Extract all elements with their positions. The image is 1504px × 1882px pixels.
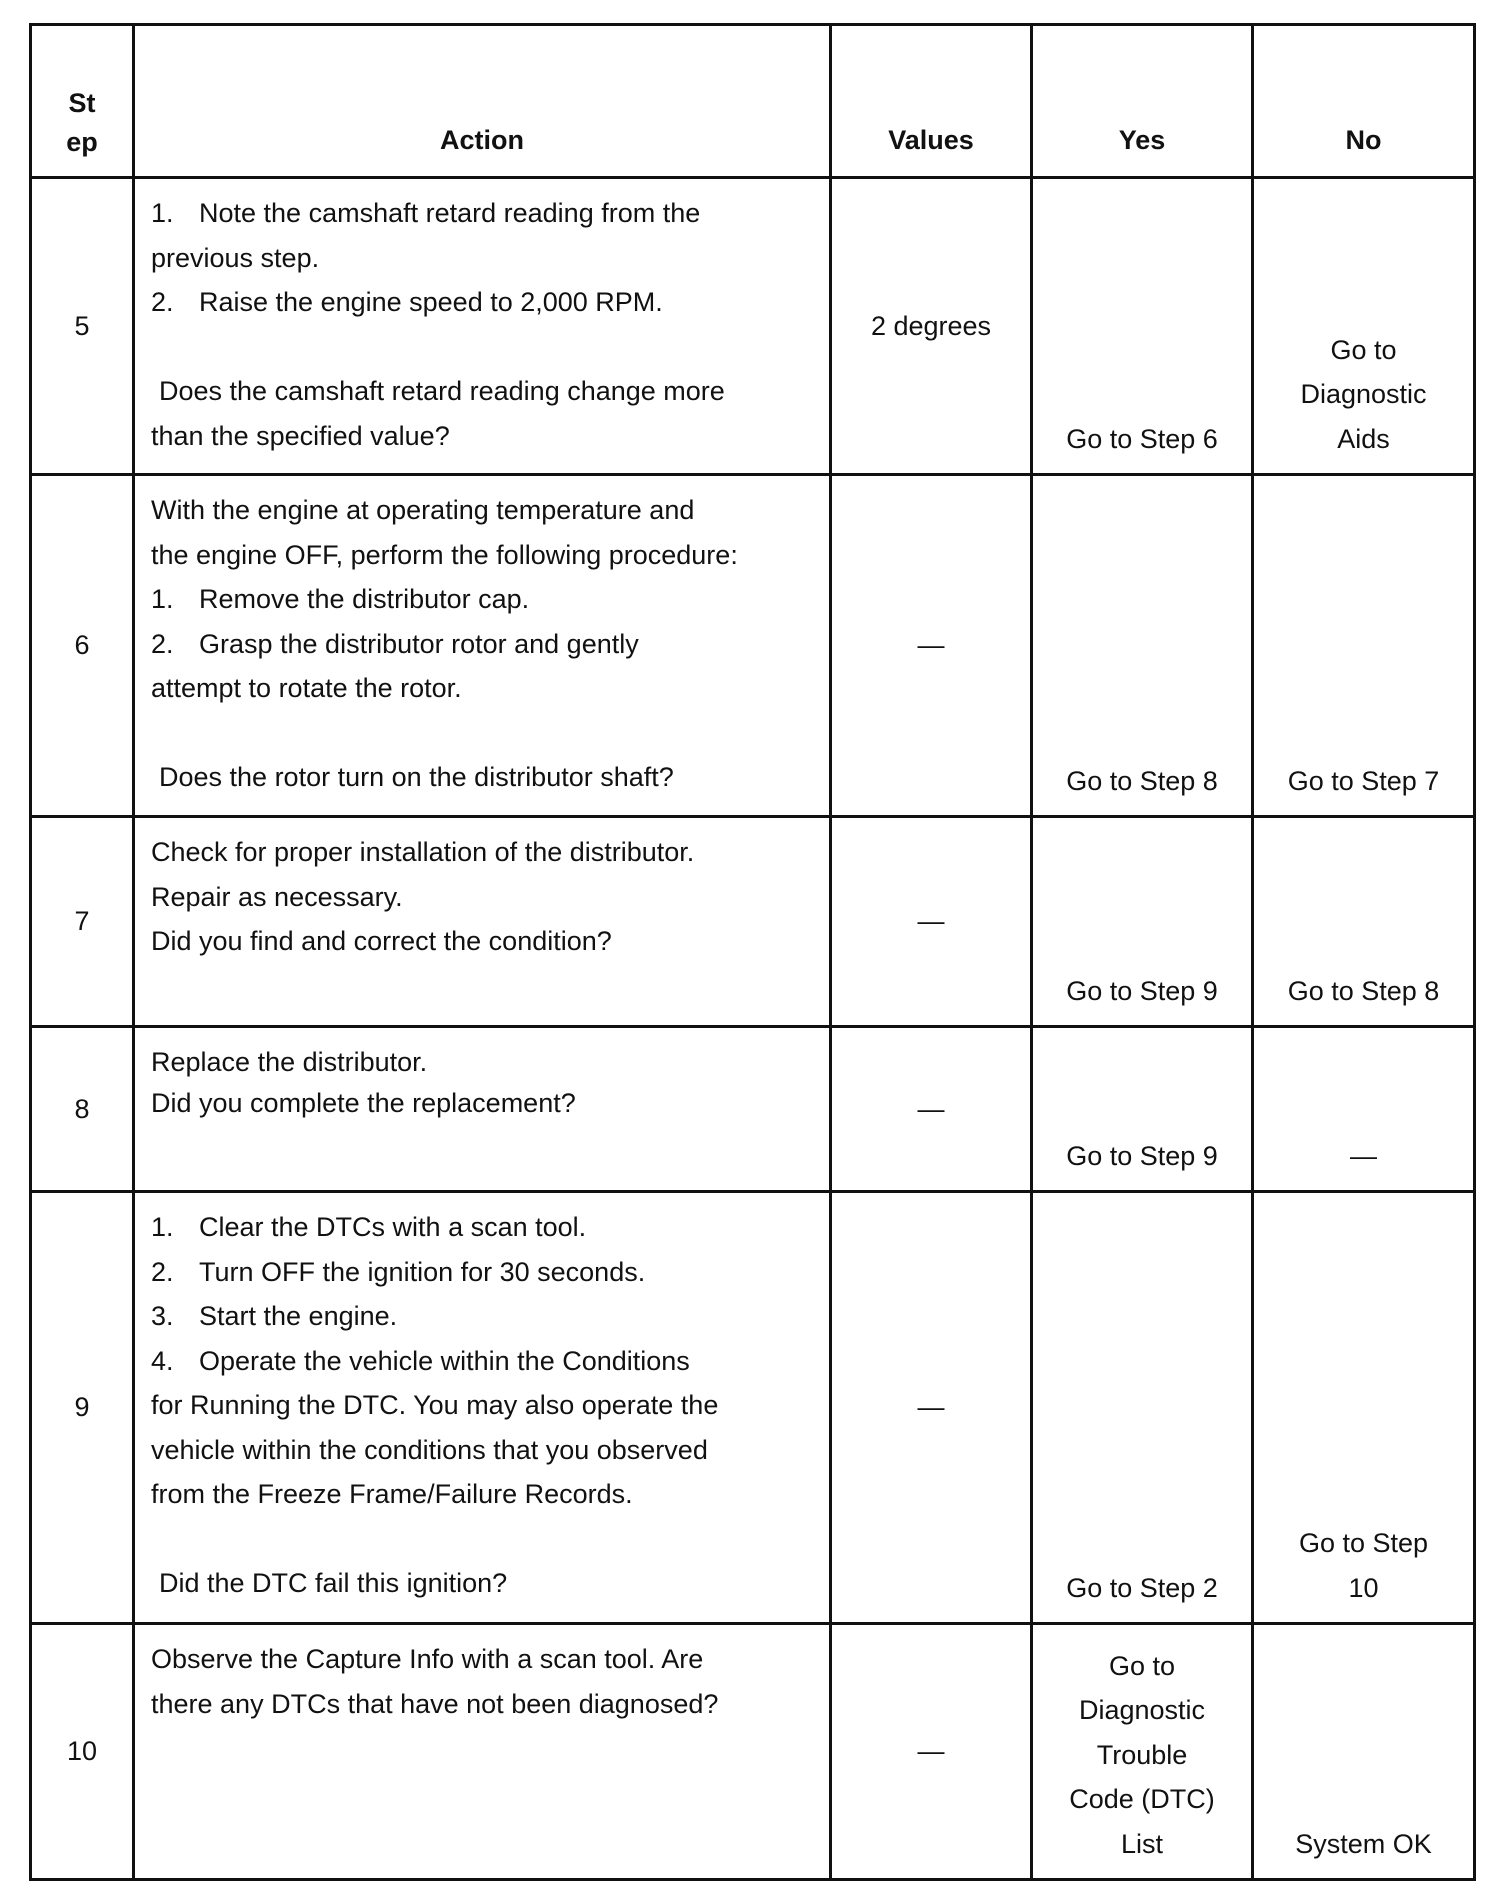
action-question: Does the rotor turn on the distributor shaft? bbox=[159, 762, 674, 792]
value-cell: — bbox=[831, 1624, 1032, 1880]
value-cell: — bbox=[831, 475, 1032, 817]
table-row bbox=[31, 1192, 1475, 1624]
yes-cell: Go to Diagnostic Trouble Code (DTC) List bbox=[1032, 1624, 1253, 1880]
action-line: attempt to rotate the rotor. bbox=[151, 673, 462, 703]
action-question: Did the DTC fail this ignition? bbox=[159, 1568, 508, 1598]
value-cell: — bbox=[831, 817, 1032, 1027]
action-line: 1. Clear the DTCs with a scan tool. bbox=[151, 1212, 587, 1242]
table-row bbox=[31, 1624, 1475, 1880]
action-cell bbox=[134, 1027, 831, 1192]
action-cell bbox=[134, 178, 831, 475]
no-cell: Go to Diagnostic Aids bbox=[1253, 178, 1475, 475]
yes-cell: Go to Step 9 bbox=[1032, 1027, 1253, 1192]
action-line: With the engine at operating temperature and bbox=[151, 495, 695, 525]
step-number: 5 bbox=[31, 178, 134, 475]
action-line: Replace the distributor. bbox=[151, 1047, 428, 1077]
step-number: 8 bbox=[31, 1027, 134, 1192]
action-line: vehicle within the conditions that you observed bbox=[151, 1434, 708, 1465]
action-line: 2. Turn OFF the ignition for 30 seconds. bbox=[151, 1256, 646, 1287]
no-cell: Go to Step 10 bbox=[1253, 1192, 1475, 1624]
action-line: the engine OFF, perform the following procedure: bbox=[151, 539, 738, 570]
action-cell bbox=[134, 475, 831, 817]
value-cell: — bbox=[831, 1192, 1032, 1624]
step-number: 6 bbox=[31, 475, 134, 817]
action-line: from the Freeze Frame/Failure Records. bbox=[151, 1479, 633, 1509]
action-question: Did you find and correct the condition? bbox=[151, 926, 612, 956]
action-question: Did you complete the replacement? bbox=[151, 1087, 576, 1118]
header-step-line1: St bbox=[68, 88, 96, 118]
action-line: 2. Grasp the distributor rotor and gently bbox=[151, 628, 639, 659]
action-line: previous step. bbox=[151, 242, 320, 273]
header-no: No bbox=[1253, 25, 1475, 178]
action-cell bbox=[134, 1624, 831, 1880]
header-step bbox=[31, 25, 134, 178]
table-row bbox=[31, 178, 1475, 475]
no-cell: — bbox=[1253, 1027, 1475, 1192]
yes-cell: Go to Step 8 bbox=[1032, 475, 1253, 817]
table-row bbox=[31, 1027, 1475, 1192]
no-cell: Go to Step 8 bbox=[1253, 817, 1475, 1027]
yes-cell: Go to Step 2 bbox=[1032, 1192, 1253, 1624]
action-question: than the specified value? bbox=[151, 420, 450, 451]
action-cell bbox=[134, 817, 831, 1027]
yes-cell: Go to Step 9 bbox=[1032, 817, 1253, 1027]
table-row bbox=[31, 475, 1475, 817]
action-line: for Running the DTC. You may also operate the bbox=[151, 1390, 719, 1420]
header-yes: Yes bbox=[1032, 25, 1253, 178]
yes-cell: Go to Step 6 bbox=[1032, 178, 1253, 475]
action-line: 1. Note the camshaft retard reading from the bbox=[151, 198, 701, 228]
value-cell: 2 degrees bbox=[831, 178, 1032, 475]
action-line: Repair as necessary. bbox=[151, 881, 403, 912]
action-cell bbox=[134, 1192, 831, 1624]
action-line: 2. Raise the engine speed to 2,000 RPM. bbox=[151, 287, 663, 317]
header-step-line2: ep bbox=[66, 127, 98, 157]
table-row bbox=[31, 817, 1475, 1027]
action-line: Observe the Capture Info with a scan tool. Are bbox=[151, 1644, 704, 1674]
value-cell: — bbox=[831, 1027, 1032, 1192]
step-number: 10 bbox=[31, 1624, 134, 1880]
step-number: 9 bbox=[31, 1192, 134, 1624]
action-line: 4. Operate the vehicle within the Conditions bbox=[151, 1345, 690, 1376]
header-values: Values bbox=[831, 25, 1032, 178]
no-cell: System OK bbox=[1253, 1624, 1475, 1880]
action-question: Does the camshaft retard reading change more bbox=[159, 376, 725, 406]
action-line: 3. Start the engine. bbox=[151, 1301, 398, 1331]
header-row bbox=[31, 25, 1475, 178]
diagnostic-table bbox=[29, 23, 1476, 1881]
no-cell: Go to Step 7 bbox=[1253, 475, 1475, 817]
action-line: 1. Remove the distributor cap. bbox=[151, 584, 530, 614]
header-action: Action bbox=[134, 25, 831, 178]
step-number: 7 bbox=[31, 817, 134, 1027]
action-line: there any DTCs that have not been diagnosed? bbox=[151, 1688, 719, 1719]
action-line: Check for proper installation of the distributor. bbox=[151, 837, 695, 867]
